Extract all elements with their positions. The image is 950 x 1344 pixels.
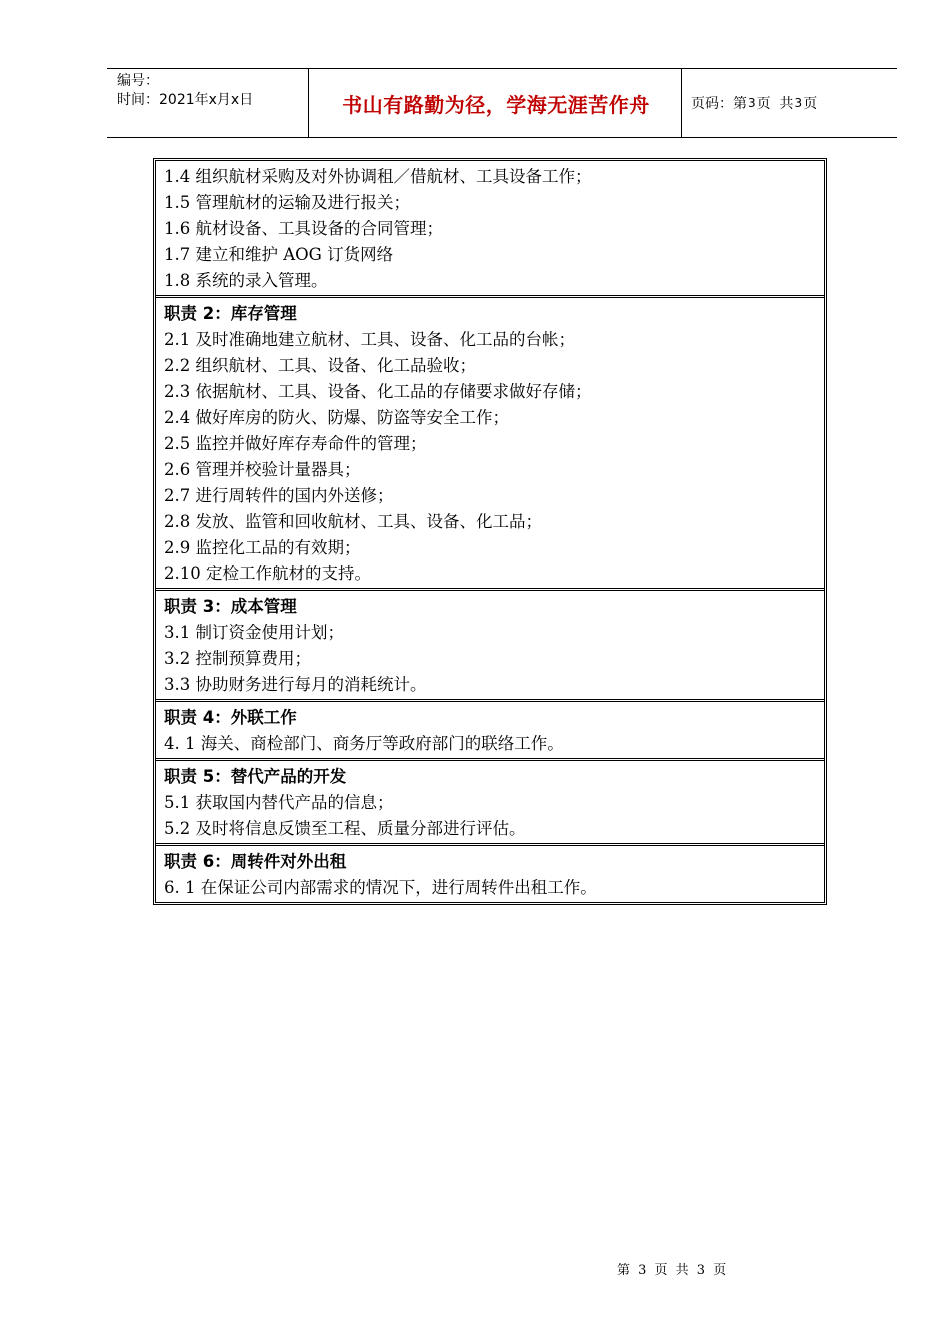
- duty-item: 2.6 管理并校验计量器具；: [164, 460, 361, 479]
- duty-item: 3.1 制订资金使用计划；: [164, 623, 344, 642]
- page-current: 3: [748, 96, 756, 110]
- duty-item: 6. 1 在保证公司内部需求的情况下，进行周转件出租工作。: [164, 878, 597, 897]
- page-suffix: 页: [803, 96, 818, 112]
- duty-item: 1.5 管理航材的运输及进行报关；: [164, 193, 410, 212]
- duty-section: [156, 699, 824, 758]
- duty-item: 2.7 进行周转件的国内外送修；: [164, 486, 394, 505]
- duty-item: 4. 1 海关、商检部门、商务厅等政府部门的联络工作。: [164, 734, 564, 753]
- duty-item: 2.5 监控并做好库存寿命件的管理；: [164, 434, 427, 453]
- header-meta: [117, 72, 312, 110]
- duty-item: 1.6 航材设备、工具设备的合同管理；: [164, 219, 443, 238]
- page-total: 3: [794, 96, 803, 110]
- document-number-label: 编号：: [117, 73, 159, 89]
- duty-section-title: 职责 3：成本管理: [164, 597, 297, 616]
- duty-section: [156, 588, 824, 699]
- header-page-number: [691, 69, 817, 137]
- duty-section-title: 职责 5：替代产品的开发: [164, 767, 347, 786]
- duty-item: 1.8 系统的录入管理。: [164, 271, 328, 290]
- page-prefix: 页码：第: [691, 96, 747, 112]
- duty-item: 1.4 组织航材采购及对外协调租／借航材、工具设备工作；: [164, 167, 592, 186]
- duty-section: [156, 161, 824, 295]
- duty-section-title: 职责 4：外联工作: [164, 708, 297, 727]
- page-footer: 第 3 页 共 3 页: [617, 1263, 727, 1278]
- duty-item: 3.2 控制预算费用；: [164, 649, 311, 668]
- duty-section-title: 职责 2：库存管理: [164, 304, 297, 323]
- duty-section-title: 职责 6：周转件对外出租: [164, 852, 347, 871]
- duty-item: 2.2 组织航材、工具、设备、化工品验收；: [164, 356, 476, 375]
- duty-item: 2.9 监控化工品的有效期；: [164, 538, 361, 557]
- duty-item: 1.7 建立和维护 AOG 订货网络: [164, 245, 394, 264]
- duty-item: 2.1 及时准确地建立航材、工具、设备、化工品的台帐；: [164, 330, 575, 349]
- duty-item: 2.3 依据航材、工具、设备、化工品的存储要求做好存储；: [164, 382, 592, 401]
- duty-item: 2.8 发放、监管和回收航材、工具、设备、化工品；: [164, 512, 542, 531]
- duties-table: [153, 158, 827, 905]
- duty-section: [156, 843, 824, 902]
- page-middle: 页 共: [756, 96, 794, 112]
- header-divider-left: [308, 69, 309, 137]
- duty-item: 5.2 及时将信息反馈至工程、质量分部进行评估。: [164, 819, 526, 838]
- duty-item: 2.4 做好库房的防火、防爆、防盗等安全工作；: [164, 408, 509, 427]
- duty-item: 2.10 定检工作航材的支持。: [164, 564, 371, 583]
- duty-section: [156, 295, 824, 588]
- header-divider-right: [681, 69, 682, 137]
- duty-item: 3.3 协助财务进行每月的消耗统计。: [164, 675, 427, 694]
- duty-item: 5.1 获取国内替代产品的信息；: [164, 793, 394, 812]
- document-time-label: 时间：2021年x月x日: [117, 92, 254, 108]
- header-motto: 书山有路勤为径，学海无涯苦作舟: [342, 92, 650, 117]
- page-header: [107, 68, 897, 138]
- duty-section: [156, 758, 824, 843]
